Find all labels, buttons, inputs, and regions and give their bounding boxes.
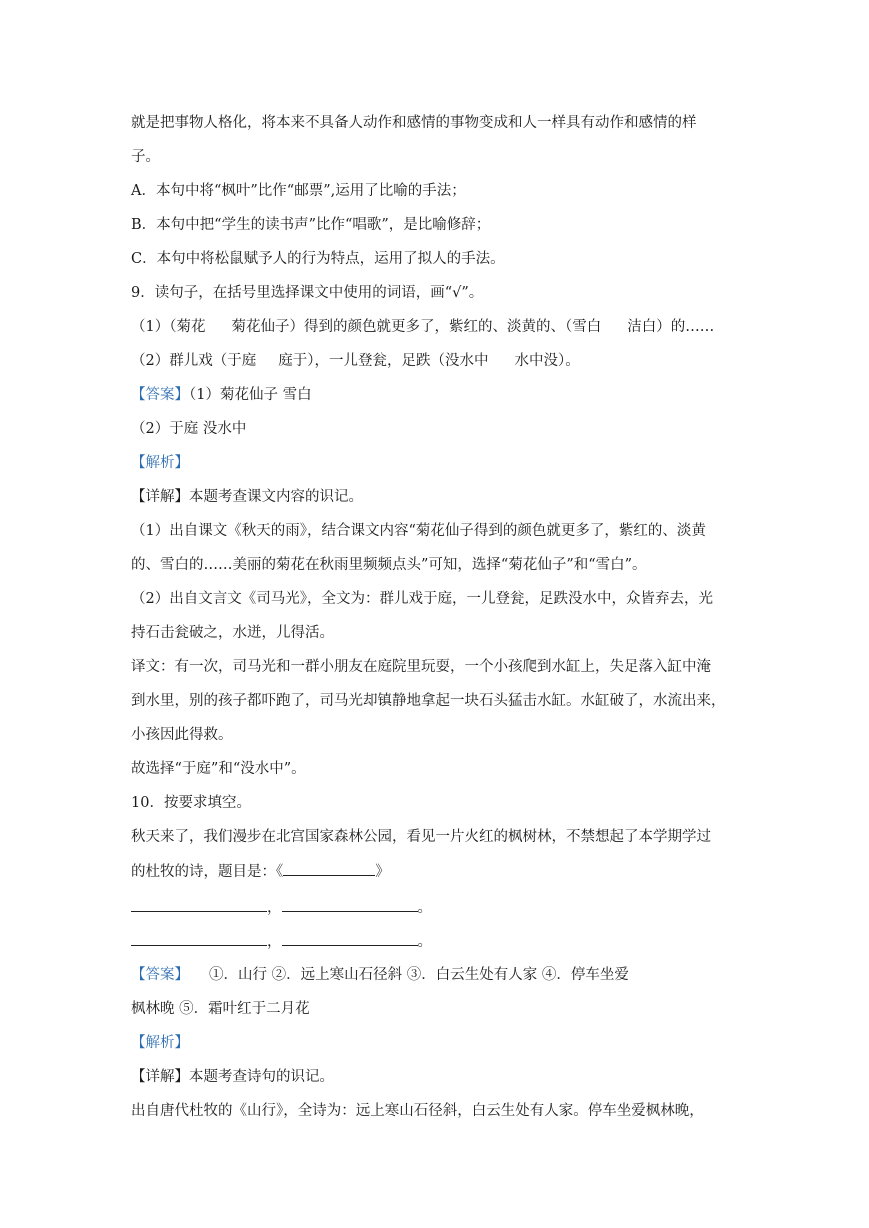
option-a: A．本句中将“枫叶”比作“邮票”,运用了比喻的手法；	[131, 183, 466, 199]
comma: ，	[267, 934, 282, 950]
text-line: 的、雪白的……美丽的菊花在秋雨里频频点头”可知，选择“菊花仙子”和“雪白”。	[131, 557, 647, 573]
text: 菊花仙子）得到的颜色就更多了，紫红的、淡黄的、（雪白	[231, 319, 602, 335]
answer-text: （1）菊花仙子 雪白	[189, 387, 312, 403]
text-line: 子。	[131, 149, 160, 165]
answer-9	[131, 385, 312, 405]
text-line: 秋天来了，我们漫步在北宫国家森林公园，看见一片火红的枫树林，不禁想起了本学期学过	[131, 829, 711, 845]
question-9-item-1	[131, 317, 714, 337]
text: （1）（菊花	[131, 319, 206, 335]
poem-blank-line	[131, 931, 432, 952]
comma: ，	[267, 900, 282, 916]
poem-blank-line	[131, 897, 432, 918]
text-line: 持石击瓮破之，水迸，儿得活。	[131, 625, 334, 641]
answer-text: ①．山行 ②．远上寒山石径斜 ③．白云生处有人家 ④．停车坐爱	[209, 967, 629, 983]
translation-line: 到水里，别的孩子都吓跑了，司马光却镇静地拿起一块石头猛击水缸。水缸破了，水流出来，	[131, 693, 726, 709]
analysis-tag: 【解析】	[131, 1035, 189, 1051]
poem-title-line	[131, 861, 390, 882]
text: 的杜牧的诗，题目是：《	[131, 864, 284, 880]
detail-line: 【详解】本题考查诗句的识记。	[131, 1069, 334, 1085]
text-line: 就是把事物人格化，将本来不具备人动作和感情的事物变成和人一样具有动作和感情的样	[131, 115, 697, 131]
answer-tag: 【答案】	[131, 387, 189, 403]
text-line: （2）出自文言文《司马光》，全文为：群儿戏于庭，一儿登瓮，足跌没水中，众皆弃去，光	[131, 591, 713, 607]
text-line: （1）出自课文《秋天的雨》，结合课文内容“菊花仙子得到的颜色就更多了，紫红的、淡黄	[131, 523, 706, 539]
fill-blank[interactable]	[282, 931, 418, 946]
question-9: 9．读句子，在括号里选择课文中使用的词语，画“√”。	[131, 285, 484, 301]
text-line: 故选择“于庭”和“没水中”。	[131, 761, 306, 777]
translation-line: 译文：有一次，司马光和一群小朋友在庭院里玩耍，一个小孩爬到水缸上，失足落入缸中淹	[131, 659, 711, 675]
text: 水中没）。	[514, 353, 580, 369]
answer-tag: 【答案】	[131, 967, 189, 983]
period: 。	[417, 934, 432, 950]
analysis-tag: 【解析】	[131, 455, 189, 471]
question-10: 10．按要求填空。	[131, 795, 251, 811]
question-9-item-2	[131, 351, 580, 371]
translation-line: 小孩因此得救。	[131, 727, 233, 743]
option-c: C．本句中将松鼠赋予人的行为特点，运用了拟人的手法。	[131, 251, 505, 267]
answer-9-part-2: （2）于庭 没水中	[131, 421, 247, 437]
title-blank[interactable]	[283, 861, 375, 876]
text: 洁白）的……	[627, 319, 715, 335]
detail-line: 【详解】本题考查课文内容的识记。	[131, 489, 363, 505]
text: （2）群儿戏（于庭	[131, 353, 257, 369]
text: 庭于），一儿登瓮，足跌（没水中	[278, 353, 489, 369]
period: 。	[417, 900, 432, 916]
option-b: B．本句中把“学生的读书声”比作“唱歌”，是比喻修辞；	[131, 217, 491, 233]
text: 》	[375, 864, 390, 880]
answer-10	[131, 965, 629, 985]
fill-blank[interactable]	[131, 897, 267, 912]
fill-blank[interactable]	[282, 897, 418, 912]
text-line: 出自唐代杜牧的《山行》，全诗为：远上寒山石径斜，白云生处有人家。停车坐爱枫林晚，	[131, 1103, 704, 1119]
answer-10-continued: 枫林晚 ⑤．霜叶红于二月花	[131, 1001, 310, 1017]
fill-blank[interactable]	[131, 931, 267, 946]
